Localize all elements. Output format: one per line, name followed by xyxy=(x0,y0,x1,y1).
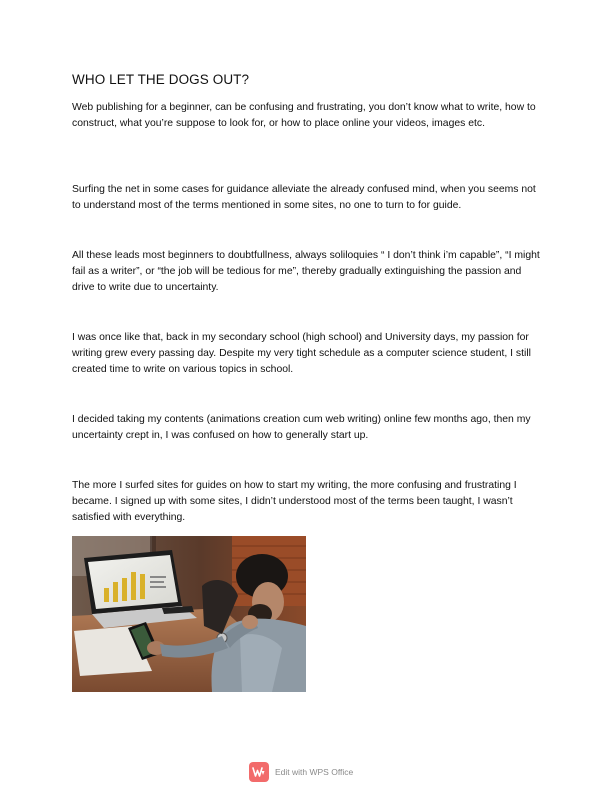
paragraph-2: Surfing the net in some cases for guidance alleviate the already confused mind, when you seems not to understand most of the terms mentioned in some sites, no one to turn to for guide. xyxy=(72,184,536,211)
wps-office-logo-icon xyxy=(249,762,269,782)
paragraph-1: Web publishing for a beginner, can be confusing and frustrating, you don’t know what to write, how to construct, what you’re suppose to look for, or how to place online your videos, images etc. xyxy=(72,102,536,129)
paragraph-3: All these leads most beginners to doubtfullness, always soliloquies “ I don’t think i’m capable”, “I might fail as a writer”, or “the job will be tedious for me”, thereby gradually extinguishing the passion and drive to write due to uncertainty. xyxy=(72,250,540,293)
photo-man-with-laptop xyxy=(72,536,306,692)
paragraph-6: The more I surfed sites for guides on how to start my writing, the more confusing and frustrating I became. I signed up with some sites, I didn’t understood most of the terms been taught, I wasn’t satisfied with everything. xyxy=(72,480,517,523)
document-title: WHO LET THE DOGS OUT? xyxy=(72,72,250,87)
paragraph-5: I decided taking my contents (animations creation cum web writing) online few months ago, then my uncertainty crept in, I was confused on how to generally start up. xyxy=(72,414,531,441)
paragraph-4: I was once like that, back in my secondary school (high school) and University days, my passion for writing grew every passing day. Despite my very tight schedule as a computer science student, I still created time to write on various topics in school. xyxy=(72,332,531,375)
wps-footer[interactable] xyxy=(249,762,353,782)
footer-label[interactable]: Edit with WPS Office xyxy=(275,767,354,777)
